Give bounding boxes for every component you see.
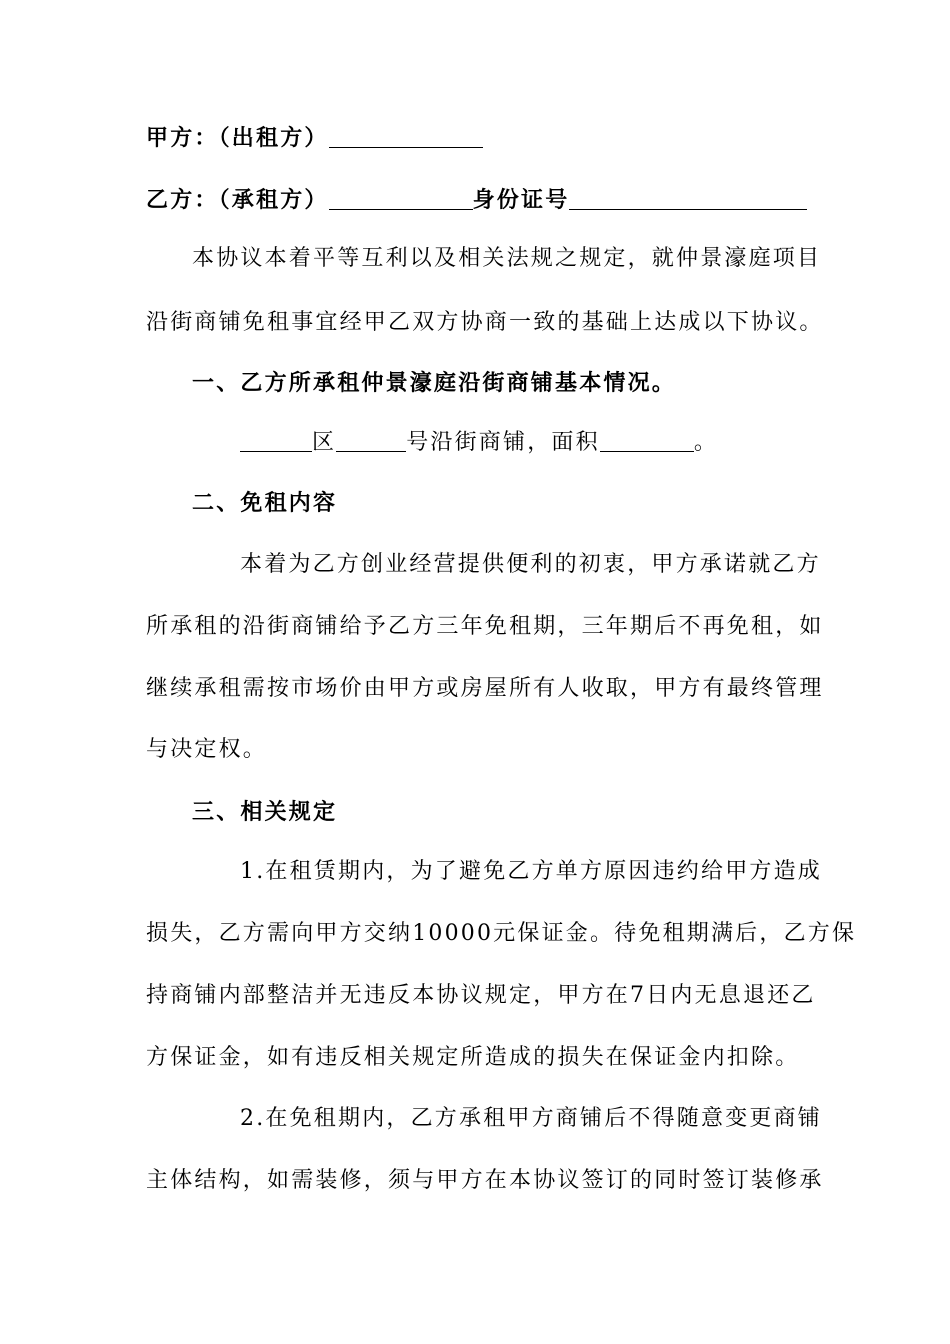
section-2-line-3: 继续承租需按市场价由甲方或房屋所有人收取，甲方有最终管理 xyxy=(146,676,824,701)
section-2-heading: 二、免租内容 xyxy=(192,490,338,516)
number-area-label: 号沿街商铺，面积 xyxy=(406,430,600,455)
district-label: 区 xyxy=(312,430,337,455)
section-3-item-1-line-1: 1.在租赁期内，为了避免乙方单方原因违约给甲方造成 xyxy=(240,859,822,884)
intro-line-1: 本协议本着平等互利以及相关法规之规定，就仲景濠庭项目 xyxy=(192,246,822,271)
section-2-line-2: 所承租的沿街商铺给予乙方三年免租期，三年期后不再免租，如 xyxy=(146,614,824,639)
intro-line-2: 沿街商铺免租事宜经甲乙双方协商一致的基础上达成以下协议。 xyxy=(146,310,824,335)
party-a-blank xyxy=(329,125,483,148)
section-3-item-1-line-3: 持商铺内部整洁并无违反本协议规定，甲方在7日内无息退还乙 xyxy=(146,983,816,1008)
party-b-id-blank xyxy=(569,187,807,210)
section-3-item-1-line-4: 方保证金，如有违反相关规定所造成的损失在保证金内扣除。 xyxy=(146,1045,800,1070)
party-b-line xyxy=(146,185,806,215)
number-blank xyxy=(336,429,406,452)
section-2-line-4: 与决定权。 xyxy=(146,737,268,762)
section-1-fill-line xyxy=(240,428,806,458)
party-a-label: 甲方：（出租方） xyxy=(146,125,329,151)
district-blank xyxy=(240,429,312,452)
party-a-line xyxy=(146,123,806,153)
section-3-item-2-line-1: 2.在免租期内，乙方承租甲方商铺后不得随意变更商铺 xyxy=(240,1106,822,1131)
section-3-item-1-line-2: 损失，乙方需向甲方交纳10000元保证金。待免租期满后，乙方保 xyxy=(146,921,857,946)
party-b-id-label: 身份证号 xyxy=(472,187,570,213)
fill-end: 。 xyxy=(693,430,719,455)
area-blank xyxy=(600,429,694,452)
party-b-label: 乙方：（承租方） xyxy=(146,187,329,213)
section-1-heading: 一、乙方所承租仲景濠庭沿街商铺基本情况。 xyxy=(192,370,677,396)
section-3-item-2-line-2: 主体结构，如需装修，须与甲方在本协议签订的同时签订装修承 xyxy=(146,1168,824,1193)
section-2-line-1: 本着为乙方创业经营提供便利的初衷，甲方承诺就乙方 xyxy=(240,552,821,577)
section-3-heading: 三、相关规定 xyxy=(192,799,338,825)
party-b-name-blank xyxy=(329,187,473,210)
